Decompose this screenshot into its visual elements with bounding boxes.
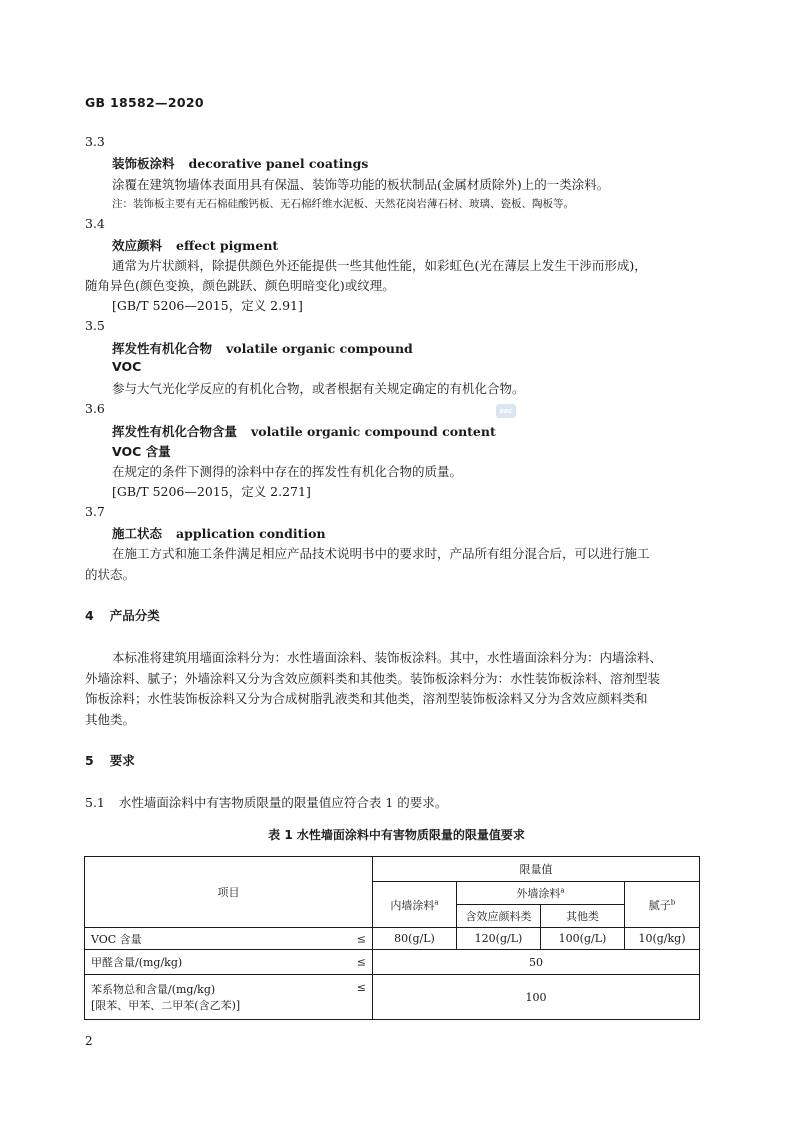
hcho-value-cell: 50	[373, 950, 700, 975]
definition-line: 参与大气光化学反应的有机化合物，或者根据有关规定确定的有机化合物。	[112, 381, 525, 396]
term-zh: 施工状态	[112, 526, 163, 541]
voc-interior-cell: 80(g/L)	[373, 928, 457, 950]
header-interior-label: 内墙涂料	[390, 898, 435, 912]
voc-other-cell: 100(g/L)	[541, 928, 625, 950]
hcho-label-cell	[85, 950, 373, 975]
table-row-voc	[85, 928, 700, 950]
header-exterior-label: 外墙涂料	[516, 887, 561, 900]
term-zh: 挥发性有机化合物	[112, 341, 213, 356]
term-heading	[112, 339, 413, 357]
benz-value-cell: 100	[373, 975, 700, 1020]
clause-note: 注：装饰板主要有无石棉硅酸钙板、无石棉纤维水泥板、天然花岗岩薄石材、玻璃、瓷板、陶板等。	[112, 198, 574, 210]
section-number: 5	[85, 753, 94, 768]
term-abbr: VOC	[112, 359, 142, 374]
clause-number: 3.7	[85, 504, 105, 519]
body-line: 本标准将建筑用墙面涂料分为：水性墙面涂料、装饰板涂料。其中，水性墙面涂料分为：内墙涂料、	[112, 650, 663, 665]
header-interior-cell	[373, 882, 457, 928]
le-symbol: ≤	[356, 932, 366, 945]
subclause-text: 水性墙面涂料中有害物质限量的限量值应符合表 1 的要求。	[118, 795, 448, 810]
clause-number: 3.5	[85, 318, 105, 333]
subclause-line	[85, 793, 447, 811]
benz-label-line2: [限苯、甲苯、二甲苯(含乙苯)]	[91, 999, 241, 1012]
definition-line: 涂覆在建筑物墙体表面用具有保温、装饰等功能的板状制品(金属材质除外)上的一类涂料。	[112, 177, 610, 192]
body-line: 饰板涂料；水性装饰板涂料又分为合成树脂乳液类和其他类，溶剂型装饰板涂料又分为含效应颜料类和	[85, 691, 648, 706]
footnote-mark-a: a	[434, 897, 439, 906]
body-line: 其他类。	[85, 712, 136, 727]
clause-number: 3.3	[85, 134, 105, 149]
voc-label-cell	[85, 928, 373, 950]
header-exterior-cell	[457, 882, 625, 905]
term-en: decorative panel coatings	[188, 156, 369, 171]
voc-putty-cell: 10(g/kg)	[625, 928, 700, 950]
section-title: 要求	[109, 753, 135, 768]
benz-label-cell	[85, 975, 373, 1020]
header-effect-cell: 含效应颜料类	[457, 905, 541, 928]
standard-id-header: GB 18582—2020	[85, 95, 204, 110]
term-abbr: VOC 含量	[112, 444, 171, 459]
clause-number: 3.4	[85, 216, 105, 231]
section-number: 4	[85, 608, 94, 623]
definition-line: 通常为片状颜料，除提供颜色外还能提供一些其他性能，如彩虹色(光在薄层上发生干涉而形成)，	[112, 258, 647, 273]
header-limit-cell: 限量值	[373, 857, 700, 882]
definition-line: 随角异色(颜色变换，颜色跳跃、颜色明暗变化)或纹理。	[85, 278, 395, 293]
section-title: 产品分类	[109, 608, 160, 623]
sac-watermark-logo: sac	[496, 404, 516, 418]
body-line: 外墙涂料、腻子；外墙涂料又分为含效应颜料类和其他类。装饰板涂料分为：水性装饰板涂料、溶剂型装	[85, 671, 661, 686]
page-number: 2	[85, 1034, 93, 1048]
term-en: application condition	[176, 526, 326, 541]
term-zh: 效应颜料	[112, 238, 163, 253]
subclause-number: 5.1	[85, 795, 105, 810]
table-caption: 表 1 水性墙面涂料中有害物质限量的限量值要求	[268, 828, 525, 842]
header-item-cell: 项目	[85, 857, 373, 928]
hcho-label: 甲醛含量/(mg/kg)	[91, 956, 183, 969]
source-reference: [GB/T 5206—2015，定义 2.91]	[112, 298, 303, 313]
definition-line: 的状态。	[85, 567, 136, 582]
term-en: effect pigment	[176, 238, 279, 253]
table-row-benzene	[85, 975, 700, 1020]
term-en: volatile organic compound content	[251, 424, 496, 439]
le-symbol: ≤	[356, 955, 366, 969]
voc-label: VOC 含量	[91, 932, 142, 946]
header-other-cell: 其他类	[541, 905, 625, 928]
term-heading	[112, 154, 368, 172]
header-putty-label: 腻子	[648, 898, 671, 912]
definition-line: 在施工方式和施工条件满足相应产品技术说明书中的要求时，产品所有组分混合后，可以进行施工	[112, 546, 650, 561]
term-heading	[112, 524, 326, 542]
source-reference: [GB/T 5206—2015，定义 2.271]	[112, 484, 311, 499]
voc-effect-cell: 120(g/L)	[457, 928, 541, 950]
section-heading	[85, 751, 135, 769]
footnote-mark-b: b	[670, 897, 676, 906]
clause-number: 3.6	[85, 401, 105, 416]
section-heading	[85, 606, 160, 624]
footnote-mark-a: a	[560, 886, 565, 895]
limits-table	[84, 856, 700, 1020]
le-symbol: ≤	[356, 981, 366, 994]
definition-line: 在规定的条件下测得的涂料中存在的挥发性有机化合物的质量。	[112, 464, 463, 479]
term-zh: 挥发性有机化合物含量	[112, 424, 238, 439]
benz-label-line1: 苯系物总和含量/(mg/kg)	[91, 983, 216, 996]
table-row-formaldehyde	[85, 950, 700, 975]
term-heading	[112, 422, 496, 440]
header-putty-cell	[625, 882, 700, 928]
term-en: volatile organic compound	[226, 341, 413, 356]
term-zh: 装饰板涂料	[112, 156, 175, 171]
term-heading	[112, 236, 278, 254]
